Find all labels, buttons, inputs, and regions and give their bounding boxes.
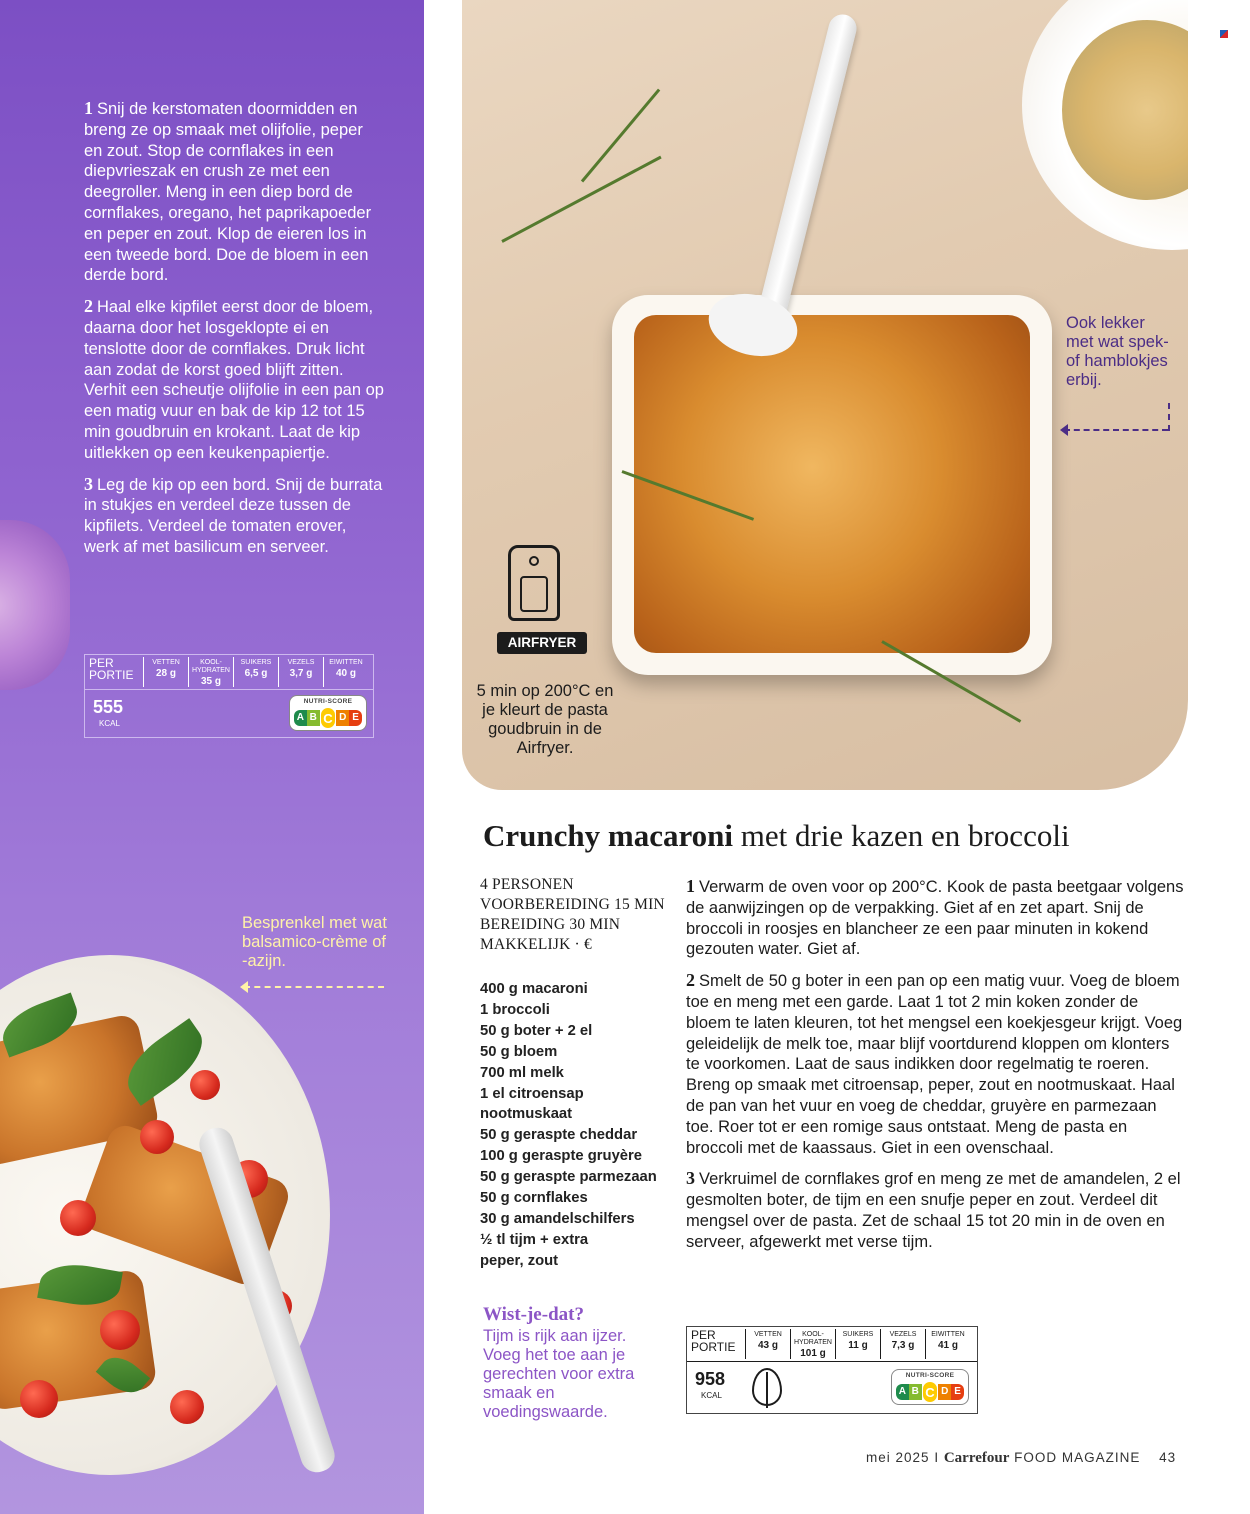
did-you-know-title: Wist-je-dat? [483,1304,584,1325]
nutrition-col-fat: VETTEN 28 g [143,657,188,687]
page-number: 43 [1159,1450,1177,1465]
list-item: 50 g bloem [480,1043,558,1060]
kcal-value: 555 [93,697,124,717]
per-portion-label: PER PORTIE [691,1328,736,1354]
tomato-image [140,1120,174,1154]
vegetarian-leaf-icon [752,1368,782,1406]
list-item: peper, zout [480,1252,559,1269]
nutrition-columns [745,1329,970,1359]
nutrition-col-sugar: SUIKERS 11 g [835,1329,880,1359]
kcal-label: KCAL [701,1391,722,1400]
list-item: 50 g geraspte parmezaan [480,1169,657,1186]
ingredient-list [480,979,680,1272]
nutrition-columns [143,657,368,687]
list-item: 100 g geraspte gruyère [480,1148,643,1165]
list-item: 700 ml melk [480,1064,564,1081]
nutri-score-scale: A B C D E [896,1381,964,1403]
issue-date: mei 2025 [866,1450,930,1465]
list-item: 30 g amandelschilfers [480,1210,635,1227]
airfryer-icon [508,545,560,621]
brand-logo: Carrefour [943,1450,1010,1466]
nutrition-divider [687,1361,977,1362]
tomato-image [100,1310,140,1350]
nutrition-divider [85,689,373,690]
list-item: 50 g cornflakes [480,1190,588,1207]
nutrition-col-sugar: SUIKERS 6,5 g [233,657,278,687]
nutrition-col-carbs: KOOL-HYDRATEN 101 g [790,1329,835,1359]
list-item: 1 broccoli [480,1001,550,1018]
nutrition-col-protein: EIWITTEN 40 g [323,657,368,687]
nutrition-col-fiber: VEZELS 7,3 g [880,1329,925,1359]
tomato-image [190,1070,220,1100]
did-you-know-box [483,1304,653,1422]
list-item: nootmuskaat [480,1106,573,1123]
left-step-1: 1 Snij de kerstomaten doormidden en breng ze op smaak met olijfolie, peper en zout. Stop de cornflakes in een diepvrieszak en crush ze met een deegroller. Meng in een diep bord de cornflakes, oregano, het paprikapoeder en peper en zout. Klop de eieren los in een tweede bord. Doe de bloem in een derde bord. [84,98,372,285]
prep-time: VOORBEREIDING 15 MIN [480,896,665,913]
carrefour-logo-icon [1220,30,1228,38]
nutri-score-badge: NUTRI-SCORE A B C D E [891,1369,969,1405]
per-portion-label: PER PORTIE [89,656,134,682]
step-2: 2 Smelt de 50 g boter in een pan op een matig vuur. Voeg de bloem toe en meng met een garde. Laat 1 tot 2 min koken zonder de bloem te laten kleuren, tot het mengsel een koekjesgeur krijgt. Voeg geleidelijk de melk toe, maar blijf voortdurend kloppen om klonters te voorkomen. Laat de saus indikken door regelmatig te roeren. Breng op smaak met citroensap, peper, zout en nootmuskaat. Haal de pan van het vuur en voeg de cheddar, gruyère en parmezaan toe. Roer tot er een romige saus ontstaat. Meng de pasta en broccoli met de kaassaus. Giet in een ovenschaal. [686,970,1183,1157]
left-step-2: 2 Haal elke kipfilet eerst door de bloem, daarna door het losgeklopte ei en tenslotte door de cornflakes. Druk licht aan zodat de korst goed blijft zitten. Verhit een scheutje olijfolie in een pan op een matig vuur en bak de kip 12 tot 15 min goudbruin en krokant. Laat de kip uitlekken op een keukenpapiertje. [84,296,384,462]
bacon-tip: Ook lekker met wat spek- of hamblokjes erbij. [1066,314,1169,389]
gratin-image [634,315,1030,653]
nutri-score-scale: A B C D E [294,707,362,729]
macaroni-photo [462,0,1188,790]
thyme-sprig-image [581,89,660,183]
drinking-glass-image [0,520,70,690]
nutrition-table-right [686,1326,978,1414]
nutrition-col-protein: EIWITTEN 41 g [925,1329,970,1359]
airfryer-label: AIRFRYER [497,632,587,654]
thyme-sprig-image [501,156,661,243]
list-item: 400 g macaroni [480,981,588,997]
did-you-know-text: Tijm is rijk aan ijzer. Voeg het toe aan je gerechten voor extra smaak en voedingswaarde. [483,1327,635,1421]
step-1: 1 Verwarm de oven voor op 200°C. Kook de pasta beetgaar volgens de aanwijzingen op de verpakking. Giet af en zet apart. Snij de broccoli in roosjes en blancheer ze een paar minuten in kokend gezouten water. Giet af. [686,876,1184,959]
nutri-score-badge: NUTRI-SCORE A B C D E [289,695,367,731]
oven-dish-image [612,295,1052,675]
balsamico-tip: Besprenkel met wat balsamico-crème of -azijn. [242,914,387,970]
difficulty: MAKKELIJK · € [480,936,592,953]
cook-time: BEREIDING 30 MIN [480,916,621,933]
list-item: ½ tl tijm + extra [480,1231,589,1248]
tomato-image [60,1200,96,1236]
kcal-label: KCAL [99,719,120,728]
nutrition-col-carbs: KOOL-HYDRATEN 35 g [188,657,233,687]
recipe-title: Crunchy macaroni met drie kazen en broccoli [483,818,1070,853]
magazine-name: FOOD MAGAZINE [1014,1450,1141,1465]
kcal-value: 958 [695,1369,726,1389]
page-footer [866,1450,1176,1467]
list-item: 50 g geraspte cheddar [480,1127,638,1144]
dashed-arrow-icon [244,986,384,988]
left-recipe-steps [84,98,384,568]
left-step-3: 3 Leg de kip op een bord. Snij de burrata in stukjes en verdeel deze tussen de kipfilets. Verdeel de tomaten erover, werk af met basilicum en serveer. [84,473,383,556]
nutrition-col-fiber: VEZELS 3,7 g [278,657,323,687]
list-item: 50 g boter + 2 el [480,1022,593,1039]
airfryer-knob [529,556,539,566]
recipe-steps [686,876,1186,1263]
tomato-image [170,1390,204,1424]
nutrition-table-left [84,654,374,738]
serving-spoon-image [752,12,859,339]
airfryer-tip: 5 min op 200°C en je kleurt de pasta goudbruin in de Airfryer. [476,682,614,757]
tomato-image [20,1380,58,1418]
footer-separator: I [934,1450,940,1465]
step-3: 3 Verkruimel de cornflakes grof en meng ze met de amandelen, 2 el gesmolten boter, de tijm en een snufje peper en zout. Verdeel dit mengsel over de pasta. Zet de schaal 15 tot 20 min in de oven en serveer, afgewerkt met verse tijm. [686,1168,1181,1251]
servings: 4 PERSONEN [480,876,574,893]
nutrition-col-fat: VETTEN 43 g [745,1329,790,1359]
dashed-arrow-icon [1064,429,1168,431]
recipe-meta [480,875,680,955]
airfryer-drawer [520,576,548,612]
list-item: 1 el citroensap [480,1085,584,1102]
